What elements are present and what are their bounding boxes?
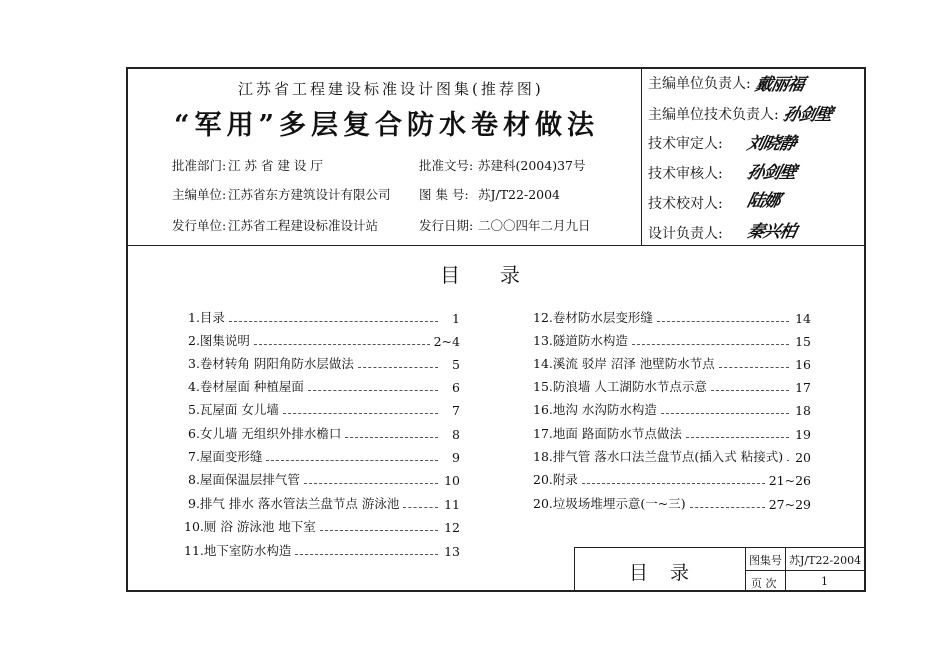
signature-name: 戴丽福 — [753, 75, 806, 95]
main-title: “军用”多层复合防水卷材做法 — [174, 110, 600, 141]
issue-date-label: 发行日期: — [419, 218, 474, 233]
toc-entry-page: 2~4 — [433, 334, 460, 349]
leader-dots — [686, 437, 789, 438]
toc-entry-page: 12 — [444, 520, 460, 535]
leader-dots — [295, 554, 438, 555]
signature-role: 主编单位技术负责人: — [648, 107, 779, 123]
approval-doc-label: 批准文号: — [419, 158, 474, 173]
signature-name: 秦兴柏 — [745, 222, 798, 242]
toc-entry[interactable] — [188, 354, 460, 372]
toc-entry[interactable] — [533, 470, 811, 488]
toc-entry-page: 13 — [444, 544, 460, 559]
leader-dots — [403, 507, 438, 508]
signature-name: 陆娜 — [745, 191, 782, 211]
toc-entry[interactable] — [533, 400, 811, 418]
title-block-divider — [745, 548, 746, 590]
leader-dots — [254, 344, 430, 345]
leader-dots — [711, 390, 789, 391]
toc-entry[interactable] — [533, 354, 811, 372]
page-label: 页 次 — [751, 577, 777, 590]
toc-entry[interactable] — [533, 377, 811, 395]
toc-entry-label: 4.卷材屋面 种植屋面 — [188, 379, 304, 394]
drawing-frame — [126, 67, 866, 592]
toc-entry-label: 8.屋面保温层排气管 — [188, 472, 300, 487]
signature-divider — [641, 69, 642, 245]
leader-dots — [657, 321, 789, 322]
toc-entry-label: 10.厕 浴 游泳池 地下室 — [184, 519, 316, 534]
leader-dots — [283, 413, 438, 414]
toc-entry-page: 20 — [795, 450, 811, 465]
signature-name: 孙剑壁 — [781, 105, 834, 125]
toc-entry-page: 8 — [452, 427, 460, 442]
approval-dept-label: 批准部门: — [172, 158, 227, 173]
issue-date: 二〇〇四年二月九日 — [478, 218, 591, 233]
leader-dots — [266, 460, 438, 461]
toc-entry[interactable] — [188, 331, 460, 349]
signature-role: 技术审定人: — [648, 136, 723, 152]
toc-entry[interactable] — [533, 494, 811, 512]
leader-dots — [787, 460, 789, 461]
toc-entry-label: 1.目录 — [188, 310, 225, 325]
toc-entry-page: 18 — [795, 403, 811, 418]
leader-dots — [345, 437, 438, 438]
approval-doc: 苏建科(2004)37号 — [478, 158, 586, 173]
toc-entry[interactable] — [188, 447, 460, 465]
leader-dots — [661, 413, 789, 414]
toc-entry[interactable] — [533, 447, 811, 465]
toc-entry-label: 14.溪流 驳岸 沼泽 池壁防水节点 — [533, 356, 715, 371]
toc-entry-label: 3.卷材转角 阴阳角防水层做法 — [188, 356, 354, 371]
atlas-no: 苏J/T22-2004 — [789, 554, 862, 567]
title-block — [574, 547, 866, 592]
toc-entry-page: 27~29 — [768, 497, 811, 512]
title-block-divider — [785, 548, 786, 590]
toc-entry-page: 10 — [444, 473, 460, 488]
toc-entry-label: 6.女儿墙 无组织外排水檐口 — [188, 426, 342, 441]
approval-dept: 江 苏 省 建 设 厅 — [228, 158, 323, 173]
toc-entry-page: 11 — [444, 497, 460, 512]
leader-dots — [582, 483, 765, 484]
toc-entry-label: 20.垃圾场堆埋示意(一~三) — [533, 496, 686, 511]
toc-entry[interactable] — [188, 308, 460, 326]
toc-entry[interactable] — [188, 424, 460, 442]
toc-entry-label: 16.地沟 水沟防水构造 — [533, 402, 657, 417]
toc-entry-page: 9 — [452, 450, 460, 465]
toc-entry-label: 12.卷材防水层变形缝 — [533, 310, 653, 325]
atlas-no: 苏J/T22-2004 — [478, 187, 561, 202]
toc-entry[interactable] — [533, 331, 811, 349]
toc-entry-page: 7 — [452, 403, 460, 418]
toc-entry[interactable] — [533, 308, 811, 326]
atlas-no-label: 图 集 号: — [419, 187, 469, 202]
leader-dots — [308, 390, 438, 391]
toc-entry-label: 17.地面 路面防水节点做法 — [533, 426, 682, 441]
toc-entry-page: 1 — [452, 311, 460, 326]
leader-dots — [690, 507, 765, 508]
toc-entry-label: 9.排气 排水 落水管法兰盘节点 游泳池 — [188, 496, 400, 511]
toc-entry-label: 11.地下室防水构造 — [184, 543, 292, 558]
signature-role: 技术审核人: — [648, 166, 723, 182]
toc-entry-page: 15 — [795, 334, 811, 349]
signature-role: 设计负责人: — [648, 226, 723, 242]
toc-entry-page: 17 — [795, 380, 811, 395]
editor-unit-label: 主编单位: — [172, 187, 227, 202]
series-title: 江苏省工程建设标准设计图集(推荐图) — [238, 80, 544, 98]
toc-entry[interactable] — [184, 541, 460, 559]
sheet-title: 目录 — [629, 562, 712, 584]
toc-entry-page: 16 — [795, 357, 811, 372]
toc-entry-page: 5 — [452, 357, 460, 372]
toc-entry[interactable] — [188, 494, 460, 512]
toc-entry[interactable] — [188, 470, 460, 488]
title-block-divider — [745, 570, 865, 571]
toc-entry-label: 18.排气管 落水口法兰盘节点(插入式 粘接式) — [533, 449, 784, 464]
leader-dots — [632, 344, 789, 345]
leader-dots — [358, 367, 438, 368]
signature-role: 技术校对人: — [648, 196, 723, 212]
toc-title: 目录 — [440, 263, 560, 287]
atlas-no-label: 图集号 — [749, 554, 782, 567]
editor-unit: 江苏省东方建筑设计有限公司 — [228, 187, 391, 202]
toc-entry-page: 6 — [452, 380, 460, 395]
toc-entry-page: 21~26 — [768, 473, 811, 488]
toc-entry-page: 14 — [795, 311, 811, 326]
toc-entry[interactable] — [188, 400, 460, 418]
signature-role: 主编单位负责人: — [648, 76, 751, 92]
toc-entry-label: 20.附录 — [533, 472, 578, 487]
toc-entry[interactable] — [533, 424, 811, 442]
toc-entry-label: 2.图集说明 — [188, 333, 250, 348]
toc-entry[interactable] — [184, 517, 460, 535]
publisher: 江苏省工程建设标准设计站 — [228, 218, 379, 233]
toc-entry-page: 19 — [795, 427, 811, 442]
page-no: 1 — [821, 575, 828, 588]
toc-entry-label: 5.瓦屋面 女儿墙 — [188, 402, 279, 417]
leader-dots — [719, 367, 789, 368]
publisher-label: 发行单位: — [172, 218, 227, 233]
toc-entry-label: 15.防浪墙 人工湖防水节点示意 — [533, 379, 707, 394]
header-divider — [128, 245, 864, 246]
toc-entry[interactable] — [188, 377, 460, 395]
signature-name: 刘晓静 — [745, 134, 798, 154]
leader-dots — [320, 530, 438, 531]
leader-dots — [304, 483, 438, 484]
toc-entry-label: 13.隧道防水构造 — [533, 333, 628, 348]
signature-name: 孙剑壁 — [745, 163, 798, 183]
leader-dots — [229, 321, 438, 322]
toc-entry-label: 7.屋面变形缝 — [188, 449, 263, 464]
